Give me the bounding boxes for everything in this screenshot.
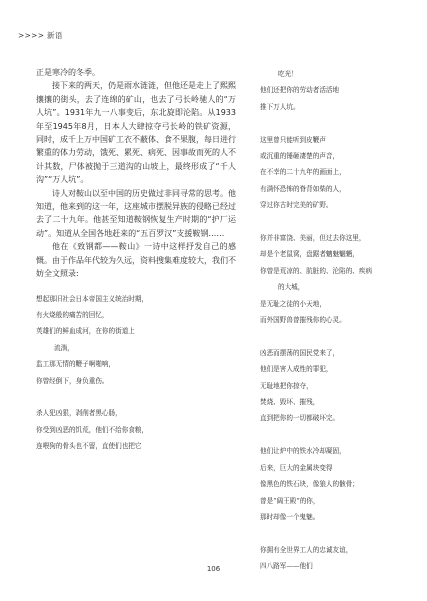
paragraph: 正是寒冷的冬季。 xyxy=(36,68,100,77)
poem-line: 的大城， xyxy=(278,283,305,292)
poem-line: 有满怀恐怖的脊背如柴的人， xyxy=(260,184,346,193)
stanza-break xyxy=(260,214,412,230)
poem-line: 却是个老鼠窝，盘踞者魑魅魍魉， xyxy=(260,250,359,259)
poem-line: 他们是害人成性的罪犯， xyxy=(260,365,333,374)
poem-line: 后来，巨大的金属块变得 xyxy=(260,463,333,472)
poem-line: 你曾经倒下，身负重伤。 xyxy=(36,376,109,385)
poem-line: 你并非富饶、美丽，但过去你这里， xyxy=(260,234,366,243)
poem-line: 穿过你古时完美的矿野。 xyxy=(260,201,333,210)
poem-line: 无耻地把你掠夺， xyxy=(260,381,313,390)
poem-line: 直到把你的一切都破坏完。 xyxy=(260,414,340,423)
poem-line: 吃光！ xyxy=(278,70,298,78)
left-column xyxy=(36,66,236,455)
paragraph: 他在《致钢都——鞍山》一诗中这样抒发自己的感慨。由于作品年代较为久远，资料搜集难度较大，我们不妨全文照录: xyxy=(36,242,236,279)
poem-line: 想起那旧社会日本帝国主义统治时期， xyxy=(36,294,149,303)
stanza-break xyxy=(260,427,412,443)
poem-line: 是无耻之徒的小天地， xyxy=(260,299,326,308)
paragraph: 诗人对鞍山以至中国的历史做过非同寻常的思考。他知道，他来到的这一年，这座城市摆脱异族的侵略已经过去了二十九年。他甚至知道鞍钢恢复生产时期的“护厂运动”。知道从全国各地赶来的“五百罗汉”支援鞍钢…… xyxy=(36,188,236,238)
poem-line: 你受到凶恶的饥荒，他们不给你食粮， xyxy=(36,425,149,434)
poem-line: 英雄们的鲜血成河，在你的街道上 xyxy=(36,327,135,336)
poem-line: 曾是“阔王殿”的你， xyxy=(260,496,320,505)
poem-line: 而外国野兽曾摧残你的心灵。 xyxy=(260,316,346,325)
poem-line: 推下万人坑。 xyxy=(260,102,300,111)
poem-line: 你拥有全世界工人的忠诚友谊， xyxy=(260,545,353,554)
left-poem xyxy=(36,291,236,455)
poem-line: 你曾是荒凉的、肮脏的、沦陷的、疾病 xyxy=(260,266,373,275)
right-column xyxy=(260,66,412,575)
left-prose xyxy=(36,66,236,281)
right-poem xyxy=(260,66,412,575)
poem-line: 连喂狗的骨头也不留，直使们也把它 xyxy=(36,442,142,451)
poem-line: 或沉重的锤砸凄楚的声音， xyxy=(260,152,340,161)
stanza-break xyxy=(260,328,412,344)
page-number: 106 xyxy=(206,565,221,573)
section-header: >>>> 新语 xyxy=(18,31,63,40)
poem-line: 监工那无情的鞭子啊啪响， xyxy=(36,360,116,369)
poem-line: 像黑色的铁石块，像狼人的骸骨； xyxy=(260,480,359,489)
poem-line: 凶恶而摆荡的国民党来了， xyxy=(260,348,340,357)
poem-line: 杀人犯凶狠，剥削者黑心肠， xyxy=(36,409,122,418)
stanza-break xyxy=(260,525,412,541)
poem-line: 有火烧般的痛苦的回忆， xyxy=(36,310,109,319)
stanza-break xyxy=(36,389,236,405)
poem-line: 那时却像一个鬼魅。 xyxy=(260,512,320,521)
poem-line: 焚烧、毁坏、摧残， xyxy=(260,398,320,407)
poem-line: 他们还把你的劳动者活活地 xyxy=(260,86,340,95)
poem-line: 流淌， xyxy=(54,343,74,352)
poem-line: 在不幸的二十九年的画面上， xyxy=(260,168,346,177)
poem-line: 四八路军——他们 xyxy=(260,562,313,571)
paragraph: 接下来的两天，仍是雨水涟涟，但他还是走上了熙熙攘攘的街头，去了连绵的矿山，也去了弓长岭驰人的“万人坑”。1931年九一八事变后，东北旋即沦陷。从1933年至1945年8月，日本人大肆掠夺弓长岭的铁矿资源，同时，成千上万中国矿工衣不蔽体、食不果腹，每日进行繁重的体力劳动，饿死、累死、病死、因事故而死的人不计其数，尸体被抛于三道沟的山坡上，最终形成了“千人沟”“万人坑”。 xyxy=(36,81,236,185)
stanza-break xyxy=(260,115,412,131)
poem-line: 他们让炉中的铁水冷却凝固， xyxy=(260,447,346,456)
poem-line: 这里曾只能听到皮鞭声 xyxy=(260,135,326,144)
